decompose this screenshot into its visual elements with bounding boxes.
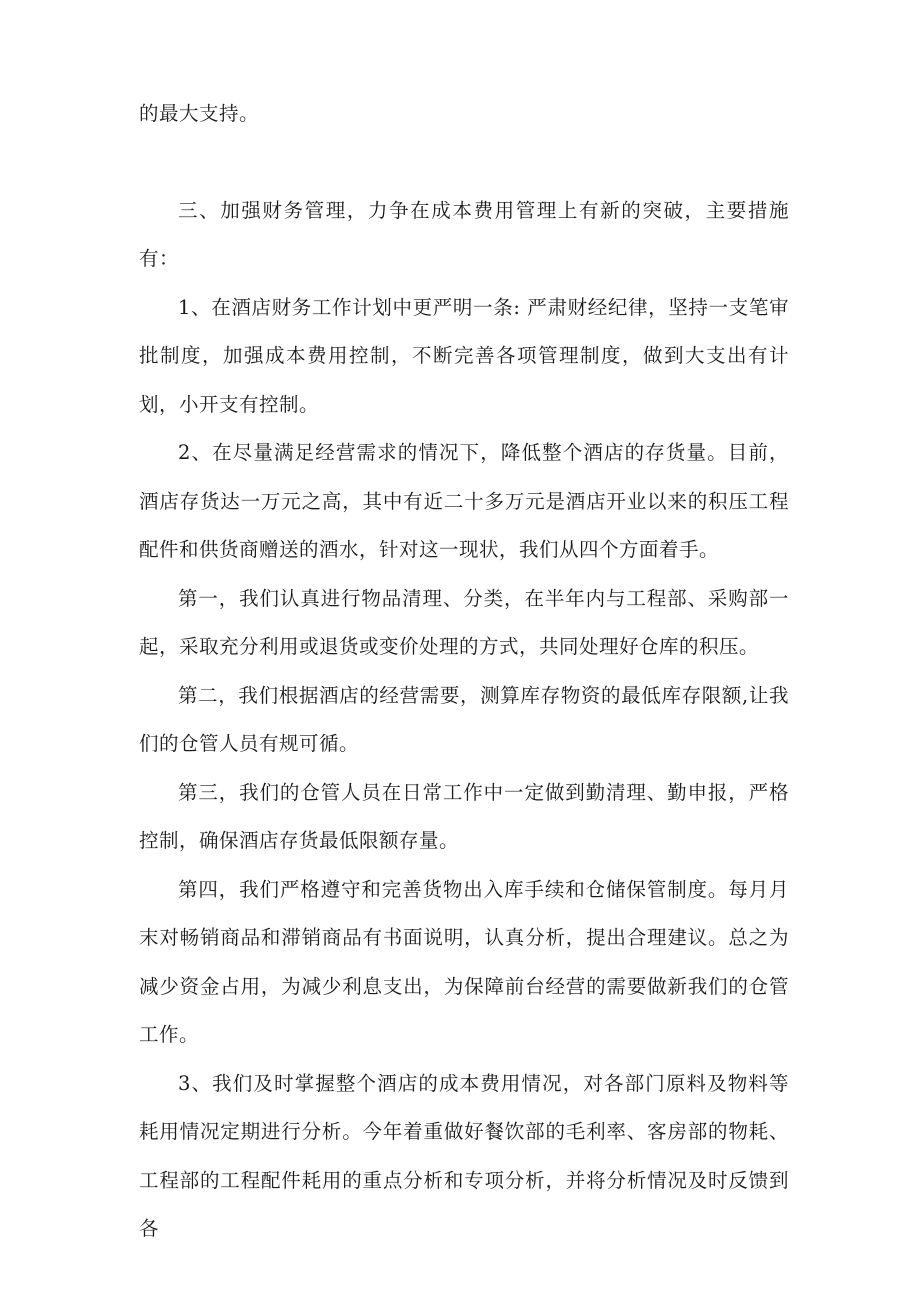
- paragraph-first-measure: 第一，我们认真进行物品清理、分类，在半年内与工程部、采购部一起，采取充分利用或退货或变价处理的方式，共同处理好仓库的积压。: [139, 586, 789, 658]
- paragraph-section-three-heading: 三、加强财务管理，力争在成本费用管理上有新的突破，主要措施有：: [139, 198, 789, 270]
- paragraph-gap: [139, 139, 789, 187]
- document-body: [139, 90, 789, 1254]
- paragraph-third-measure: 第三，我们的仓管人员在日常工作中一定做到勤清理、勤申报，严格控制，确保酒店存货最低限额存量。: [139, 780, 789, 852]
- paragraph-item-2: 2、在尽量满足经营需求的情况下，降低整个酒店的存货量。目前，酒店存货达一万元之高，其中有近二十多万元是酒店开业以来的积压工程配件和供货商赠送的酒水，针对这一现状，我们从四个方面着手。: [139, 441, 789, 561]
- paragraph-fourth-measure: 第四，我们严格遵守和完善货物出入库手续和仓储保管制度。每月月末对畅销商品和滞销商品有书面说明，认真分析，提出合理建议。总之为减少资金占用，为减少利息支出，为保障前台经营的需要做新我们的仓管工作。: [139, 877, 789, 1046]
- paragraph-continuation: 的最大支持。: [139, 102, 260, 125]
- paragraph-item-1: 1、在酒店财务工作计划中更严明一条: 严肃财经纪律，坚持一支笔审批制度，加强成本费用控制，不断完善各项管理制度，做到大支出有计划，小开支有控制。: [139, 295, 789, 416]
- paragraph-second-measure: 第二，我们根据酒店的经营需要，测算库存物资的最低库存限额,让我们的仓管人员有规可循。: [139, 683, 789, 755]
- paragraph-item-3: 3、我们及时掌握整个酒店的成本费用情况，对各部门原料及物料等耗用情况定期进行分析。今年着重做好餐饮部的毛利率、客房部的物耗、工程部的工程配件耗用的重点分析和专项分析，并将分析情况及时反馈到各: [139, 1071, 789, 1240]
